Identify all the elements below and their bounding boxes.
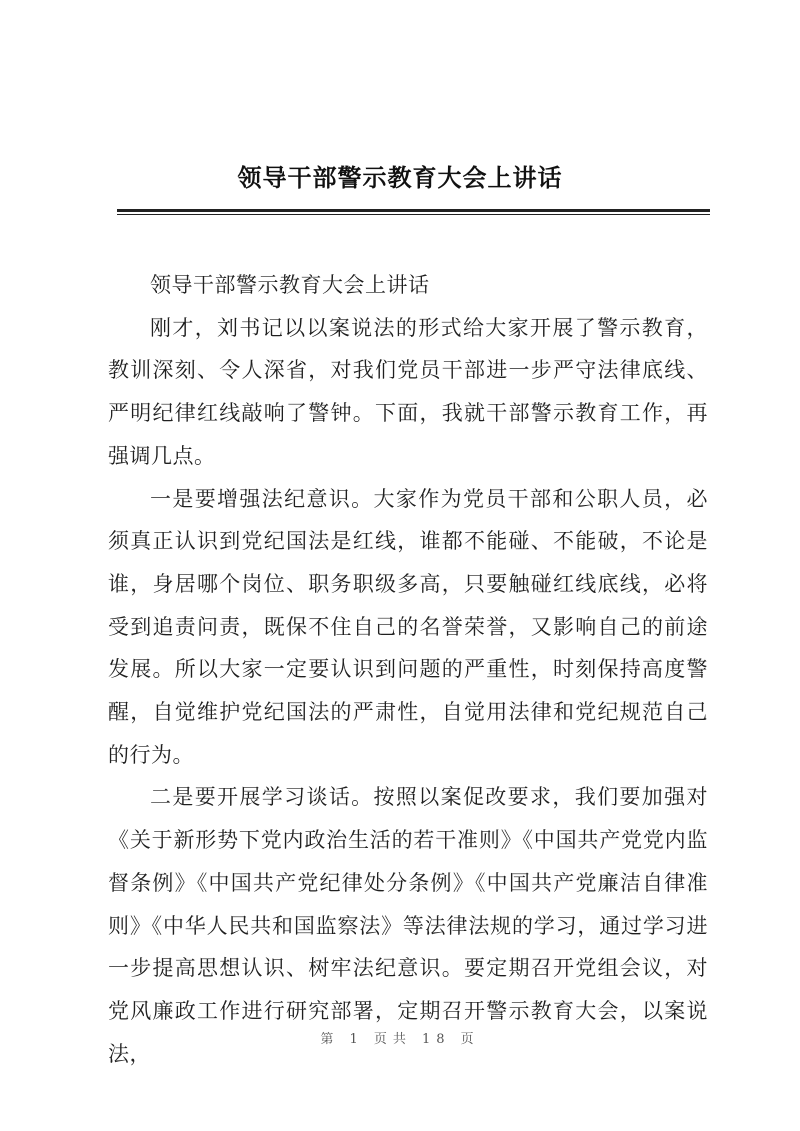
page-footer: 第 1 页共 18 页 bbox=[320, 1032, 480, 1047]
page-header-title: 领导干部警示教育大会上讲话 bbox=[237, 163, 563, 192]
body-paragraph-point-2: 二是要开展学习谈话。按照以案促改要求，我们要加强对《关于新形势下党内政治生活的若干准则》《中国共产党党内监督条例》《中国共产党纪律处分条例》《中国共产党廉洁自律准则》《中华人民共和国监察法》等法律法规的学习，通过学习进一步提高思想认识、树牢法纪意识。要定期召开党组会议，对党风廉政工作进行研究部署，定期召开警示教育大会，以案说法， bbox=[108, 785, 708, 1066]
document-body bbox=[108, 264, 708, 1075]
doc-heading-paragraph: 领导干部警示教育大会上讲话 bbox=[150, 273, 430, 297]
body-paragraph-intro: 刚才，刘书记以以案说法的形式给大家开展了警示教育，教训深刻、令人深省，对我们党员干部进一步严守法律底线、严明纪律红线敲响了警钟。下面，我就干部警示教育工作，再强调几点。 bbox=[108, 315, 708, 468]
body-paragraph-point-1: 一是要增强法纪意识。大家作为党员干部和公职人员，必须真正认识到党纪国法是红线，谁都不能碰、不能破，不论是谁，身居哪个岗位、职务职级多高，只要触碰红线底线，必将受到追责问责，既保不住自己的名誉荣誉，又影响自己的前途发展。所以大家一定要认识到问题的严重性，时刻保持高度警醒，自觉维护党纪国法的严肃性，自觉用法律和党纪规范自己的行为。 bbox=[108, 486, 708, 767]
header-divider bbox=[117, 209, 710, 212]
